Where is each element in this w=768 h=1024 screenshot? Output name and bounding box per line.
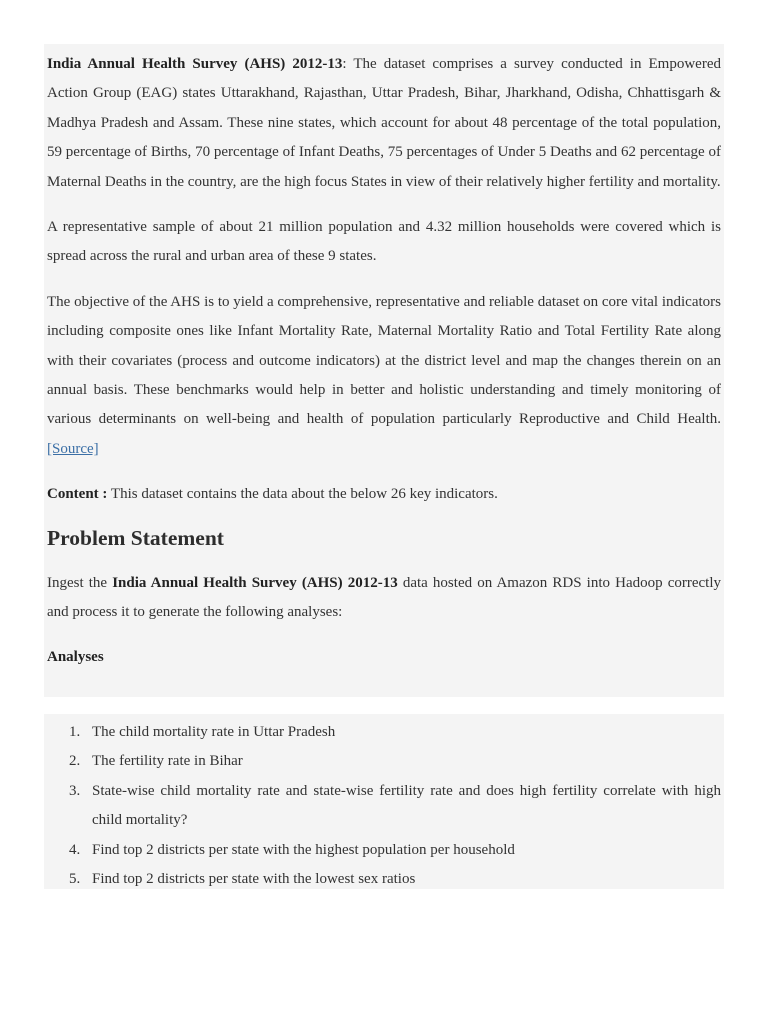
list-item-text: The fertility rate in Bihar: [92, 753, 243, 770]
list-item: [69, 836, 721, 865]
content-label: Content :: [47, 486, 108, 503]
list-item-text: Find top 2 districts per state with the highest population per household: [92, 841, 515, 858]
list-item-text: The child mortality rate in Uttar Pradesh: [92, 724, 336, 740]
list-item-number: 3.: [69, 782, 81, 799]
list-item-number: 4.: [69, 841, 81, 858]
list-item-number: 1.: [69, 724, 81, 740]
ingest-paragraph: [47, 569, 721, 628]
analyses-list-panel: [44, 714, 724, 889]
content-paragraph: [47, 480, 721, 509]
analyses-list: [69, 718, 721, 894]
objective-paragraph: [47, 288, 721, 464]
list-item-text: State-wise child mortality rate and state-wise fertility rate and does high fertility correlate with high child mortality?: [92, 782, 721, 829]
analyses-heading: Analyses: [47, 648, 104, 665]
intro-text: : The dataset comprises a survey conducted in Empowered Action Group (EAG) states Uttarakhand, Rajasthan, Uttar Pradesh, Bihar, Jharkhand, Odisha, Chhattisgarh & Madhya Pradesh and Assam. These nine states, which account for about 48 percentage of the total population, 59 percentage of Births, 70 percentage of Infant Deaths, 75 percentages of Under 5 Deaths and 62 percentage of Maternal Deaths in the country, are the high focus States in view of their relatively higher fertility and mortality.: [47, 56, 721, 190]
content-text: This dataset contains the data about the below 26 key indicators.: [107, 486, 498, 503]
problem-statement-heading: Problem Statement: [47, 525, 224, 550]
ingest-prefix: Ingest the: [47, 574, 113, 591]
intro-paragraph: [47, 50, 721, 197]
objective-text: The objective of the AHS is to yield a comprehensive, representative and reliable dataset on core vital indicators including composite ones like Infant Mortality Rate, Maternal Mortality Ratio and Total Fertility Rate along with their covariates (process and outcome indicators) at the district level and map the changes therein on an annual basis. These benchmarks would help in better and holistic understanding and timely monitoring of various determinants on well-being and health of population particularly Reproductive and Child Health.: [47, 293, 721, 428]
list-item-number: 5.: [69, 871, 81, 888]
source-link[interactable]: [Source]: [47, 440, 99, 457]
list-item: [69, 747, 721, 776]
list-item: [69, 777, 721, 836]
ingest-suffix: data hosted on Amazon RDS into Hadoop correctly and process it to generate the following analyses:: [47, 574, 722, 621]
list-item: [69, 865, 721, 894]
list-item: [69, 718, 721, 747]
list-item-number: 2.: [69, 753, 81, 770]
ingest-survey-title: India Annual Health Survey (AHS) 2012-13: [112, 574, 398, 591]
survey-title: India Annual Health Survey (AHS) 2012-13: [47, 56, 343, 72]
list-item-text: Find top 2 districts per state with the lowest sex ratios: [92, 871, 416, 888]
description-panel: [44, 44, 724, 697]
sample-paragraph: A representative sample of about 21 million population and 4.32 million households were covered which is spread across the rural and urban area of these 9 states.: [47, 219, 721, 265]
